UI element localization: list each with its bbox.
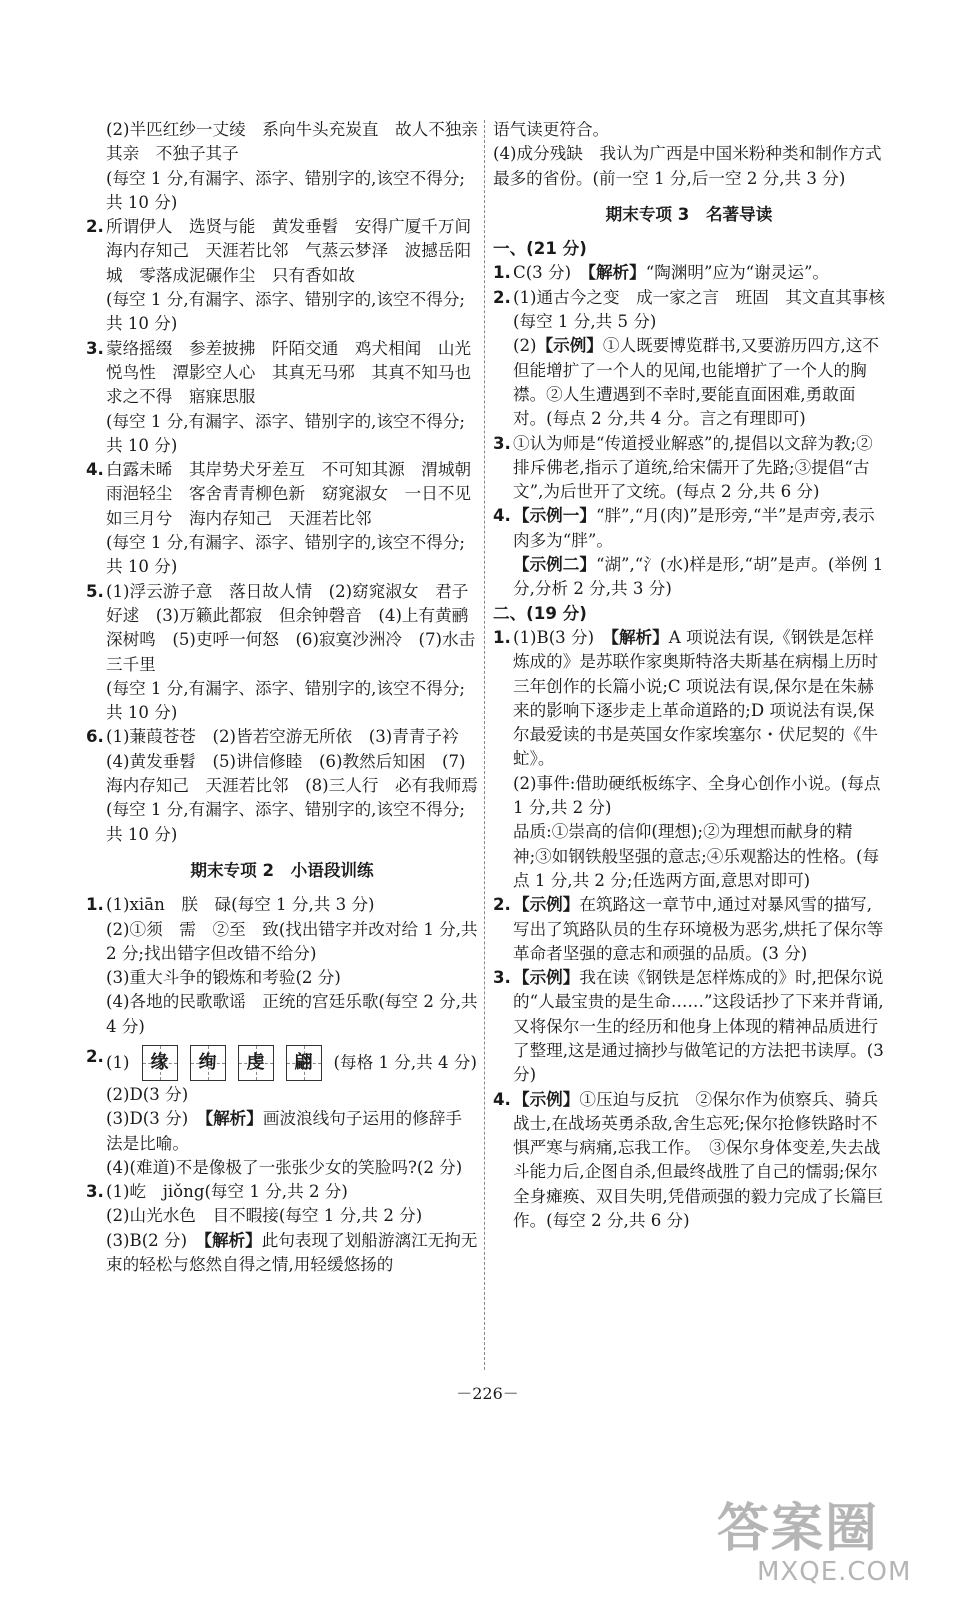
answer-text: 蒙络摇缀 参差披拂 阡陌交通 鸡犬相闻 山光悦鸟性 潭影空人心 其真无马邪 其真不知马也 求之不得 寤寐思服 bbox=[106, 338, 488, 407]
scoring-note: (每格 1 分,共 4 分) bbox=[333, 1052, 477, 1072]
box-char: 虔 bbox=[246, 1051, 265, 1073]
part-heading: 二、(19 分) bbox=[493, 603, 587, 623]
question-number: 6. bbox=[86, 727, 104, 747]
scoring-note: (每空 1 分,有漏字、添字、错别字的,该空不得分;共 10 分) bbox=[106, 800, 466, 844]
character-boxes bbox=[106, 1045, 478, 1081]
text-line: (4)成分残缺 我认为广西是中国米粉种类和制作方式最多的省份。(前一空 1 分,后一空 2 分,共 3 分) bbox=[493, 144, 882, 188]
s3-part2-question-3 bbox=[493, 966, 885, 1087]
question-number: 4. bbox=[86, 460, 104, 480]
page-number: －226－ bbox=[456, 1384, 519, 1403]
answer-prefix: (1) bbox=[106, 1052, 130, 1072]
question-number: 1. bbox=[86, 895, 104, 915]
answer-text: 所谓伊人 选贤与能 黄发垂髫 安得广厦千万间 海内存知己 天涯若比邻 气蒸云梦泽 波撼岳阳城 零落成泥碾作尘 只有香如故 bbox=[106, 217, 488, 285]
question-number: 3. bbox=[86, 338, 104, 358]
analysis-text: A 项说法有误,《钢铁是怎样炼成的》是苏联作家奥斯特洛夫斯基在病榻上历时三年创作的长篇小说;C 项说法有误,保尔是在朱赫来的影响下逐步走上革命道路的;D 项说法有误,保尔最爱读的书是英国女作家埃塞尔・伏尼契的《牛虻》。 bbox=[513, 627, 879, 769]
answer-pre: (3)B(2 分) bbox=[106, 1230, 204, 1250]
example-text: “胖”,“月(肉)”是形旁,“半”是声旁,表示肉多为“胖”。 bbox=[513, 506, 875, 550]
section-title: 期末专项 3 名著导读 bbox=[605, 204, 773, 224]
s2-question-2 bbox=[86, 1045, 478, 1180]
example-text: 在筑路这一章节中,通过对暴风雪的描写,写出了筑路队员的生存环境极为恶劣,烘托了保尔等革命者坚强的意志和顽强的品质。(3 分) bbox=[513, 895, 884, 963]
answer-line bbox=[513, 504, 885, 553]
answer-line bbox=[513, 334, 885, 431]
s2-question-3 bbox=[86, 1180, 478, 1277]
character-box bbox=[238, 1045, 274, 1081]
answer-text: (1)浮云游子意 落日故人情 (2)窈窕淑女 君子好逑 (3)万籁此都寂 但余钟磬音 (4)上有黄鹂深树鸣 (5)吏呼一何怒 (6)寂寞沙洲冷 (7)水击三千里 bbox=[106, 581, 476, 674]
column-divider bbox=[484, 120, 485, 1370]
answer-line bbox=[513, 1088, 885, 1234]
question-number: 2. bbox=[493, 287, 511, 307]
answer-line: (4)各地的民歌歌谣 正统的宫廷乐歌(每空 2 分,共 4 分) bbox=[106, 992, 478, 1036]
s2-q3-continued bbox=[493, 118, 885, 191]
s3-question-3 bbox=[493, 432, 885, 505]
answer-line: 品质:①崇高的信仰(理想);②为理想而献身的精神;③如钢铁般坚强的意志;④乐观豁达的性格。(每点 1 分,共 2 分;任选两方面,意思对即可) bbox=[513, 822, 880, 890]
analysis-text: 画波浪线句子运用的修辞手法是比喻。 bbox=[106, 1109, 462, 1153]
question-number: 1. bbox=[493, 263, 511, 283]
answer-text: 白露未晞 其岸势犬牙差互 不可知其源 渭城朝雨浥轻尘 客舍青青柳色新 窈窕淑女 一日不见 如三月兮 海内存知己 天涯若比邻 bbox=[106, 460, 488, 528]
s3-question-1 bbox=[493, 261, 885, 285]
answer-pre: (3)D(3 分) bbox=[106, 1109, 205, 1129]
s3-part2-question-2 bbox=[493, 893, 885, 966]
character-box bbox=[190, 1045, 226, 1081]
watermark-logo: 答案圈 bbox=[717, 1499, 880, 1559]
question-number: 3. bbox=[86, 1182, 104, 1202]
question-number: 3. bbox=[493, 433, 511, 453]
question-number: 2. bbox=[86, 1046, 104, 1066]
example-tag: 【示例】 bbox=[513, 1089, 580, 1109]
s3-question-2 bbox=[493, 286, 885, 432]
answer-line: (1)通古今之变 成一家之言 班固 其文直其事核(每空 1 分,共 5 分) bbox=[513, 287, 885, 332]
answer-line bbox=[106, 1229, 478, 1278]
answer-line bbox=[513, 261, 885, 285]
character-box bbox=[142, 1045, 178, 1081]
question-number: 2. bbox=[493, 895, 511, 915]
example-tag: 【示例一】 bbox=[513, 506, 596, 526]
answer-pre: C(3 分) bbox=[513, 263, 588, 283]
answer-line: (2)D(3 分) bbox=[106, 1084, 189, 1104]
example-tag: 【示例二】 bbox=[513, 555, 596, 575]
question-5 bbox=[86, 580, 478, 726]
answer-line: ①认为师是“传道授业解惑”的,提倡以文辞为教;②排斥佛老,指示了道统,给宋儒开了先路;③提倡“古文”,为后世开了文统。(每点 2 分,共 6 分) bbox=[513, 433, 873, 502]
s3-part2-question-4 bbox=[493, 1088, 885, 1234]
watermark bbox=[717, 1486, 947, 1586]
example-text: “湖”,“氵(水)样是形,“胡”是声。(举例 1 分,分析 2 分,共 3 分) bbox=[513, 555, 884, 599]
right-column bbox=[493, 118, 885, 1233]
answer-text: (1)蒹葭苍苍 (2)皆若空游无所依 (3)青青子衿 (4)黄发垂髫 (5)讲信修睦 (6)教然后知困 (7)海内存知己 天涯若比邻 (8)三人行 必有我师焉 bbox=[106, 727, 478, 796]
question-number: 3. bbox=[493, 968, 511, 988]
question-number: 2. bbox=[86, 217, 104, 237]
analysis-tag: 【解析】 bbox=[204, 1109, 263, 1129]
scoring-note: (每空 1 分,有漏字、添字、错别字的,该空不得分;共 10 分) bbox=[106, 678, 466, 723]
question-4 bbox=[86, 458, 488, 579]
example-text: ①人既要博览群书,又要游历四方,这不但能增扩了一个人的见闻,也能增扩了一个人的胸襟。②人生遭遇到不幸时,要能直面困难,勇敢面对。(每点 2 分,共 4 分。言之有理即可) bbox=[513, 336, 879, 429]
answer-line: (2)山光水色 目不暇接(每空 1 分,共 2 分) bbox=[106, 1206, 423, 1226]
example-text: 我在读《钢铁是怎样炼成的》时,把保尔说的“人最宝贵的是生命……”这段话抄了下来并背诵,又将保尔一生的经历和他身上体现的精神品质进行了整理,这是通过摘抄与做笔记的方法把书读厚。(3 分) bbox=[513, 968, 884, 1085]
watermark-url: MXQE.COM bbox=[757, 1557, 912, 1587]
box-char: 翩 bbox=[294, 1051, 313, 1073]
answer-line: (1)xiān 朕 碌(每空 1 分,共 3 分) bbox=[106, 895, 375, 915]
section-title: 期末专项 2 小语段训练 bbox=[190, 860, 374, 880]
answer-line bbox=[513, 966, 885, 1087]
q1-continued bbox=[86, 118, 478, 215]
box-char: 缘 bbox=[150, 1051, 169, 1073]
answer-line: (2)①须 需 ②至 致(找出错字并改对给 1 分,共 2 分;找出错字但改错不给分) bbox=[106, 919, 478, 963]
question-number: 4. bbox=[493, 1089, 511, 1109]
answer-line bbox=[513, 553, 885, 602]
s2-question-1 bbox=[86, 893, 478, 1039]
question-number: 4. bbox=[493, 506, 511, 526]
answer-line: (2)事件:借助硬纸板练字、全身心创作小说。(每点 1 分,共 2 分) bbox=[513, 773, 881, 818]
s3-question-4 bbox=[493, 504, 885, 601]
answer-line bbox=[513, 626, 885, 772]
answer-line bbox=[106, 1107, 478, 1156]
scoring-note: (每空 1 分,有漏字、添字、错别字的,该空不得分;共 10 分) bbox=[106, 168, 466, 212]
scoring-note: (每空 1 分,有漏字、添字、错别字的,该空不得分;共 10 分) bbox=[106, 290, 466, 334]
text-line: 语气读更符合。 bbox=[493, 120, 610, 139]
answer-line: (1)屹 jiǒng(每空 1 分,共 2 分) bbox=[106, 1182, 348, 1202]
question-6 bbox=[86, 725, 478, 846]
example-tag: 【示例】 bbox=[513, 895, 580, 915]
question-number: 5. bbox=[86, 581, 104, 601]
scoring-note: (每空 1 分,有漏字、添字、错别字的,该空不得分;共 10 分) bbox=[106, 533, 466, 577]
answer-pre: (2) bbox=[513, 336, 537, 356]
s3-part2-question-1 bbox=[493, 626, 885, 893]
analysis-text: “陶渊明”应为“谢灵运”。 bbox=[645, 263, 830, 283]
question-number: 1. bbox=[493, 627, 511, 647]
left-column bbox=[86, 118, 488, 1277]
part-heading: 一、(21 分) bbox=[493, 239, 587, 259]
example-tag: 【示例】 bbox=[513, 968, 580, 988]
analysis-text: 此句表现了划船游漓江无拘无束的轻松与悠然自得之情,用轻缓悠扬的 bbox=[106, 1230, 478, 1275]
text-line: (2)半匹红纱一丈绫 系向牛头充炭直 故人不独亲其亲 不独子其子 bbox=[106, 120, 478, 164]
character-box bbox=[286, 1045, 322, 1081]
analysis-tag: 【解析】 bbox=[587, 263, 646, 283]
answer-line: (4)(难道)不是像极了一张张少女的笑脸吗?(2 分) bbox=[106, 1157, 463, 1177]
answer-line: (3)重大斗争的锻炼和考验(2 分) bbox=[106, 968, 341, 988]
question-3 bbox=[86, 337, 488, 458]
analysis-tag: 【解析】 bbox=[610, 627, 669, 647]
example-text: ①压迫与反抗 ②保尔作为侦察兵、骑兵战士,在战场英勇杀敌,舍生忘死;保尔抢修铁路时不惧严寒与病痛,忘我工作。 ③保尔身体变差,失去战斗能力后,企图自杀,但最终战胜了自己的懦弱;保尔全身瘫痪、双目失明,凭借顽强的毅力完成了长篇巨作。(每空 2 分,共 6 分) bbox=[513, 1089, 884, 1231]
box-char: 绚 bbox=[198, 1051, 217, 1073]
answer-pre: (1)B(3 分) bbox=[513, 627, 611, 647]
analysis-tag: 【解析】 bbox=[203, 1230, 262, 1250]
scoring-note: (每空 1 分,有漏字、添字、错别字的,该空不得分;共 10 分) bbox=[106, 411, 466, 455]
question-2 bbox=[86, 215, 488, 336]
answer-line bbox=[513, 893, 885, 966]
example-tag: 【示例】 bbox=[536, 336, 603, 356]
